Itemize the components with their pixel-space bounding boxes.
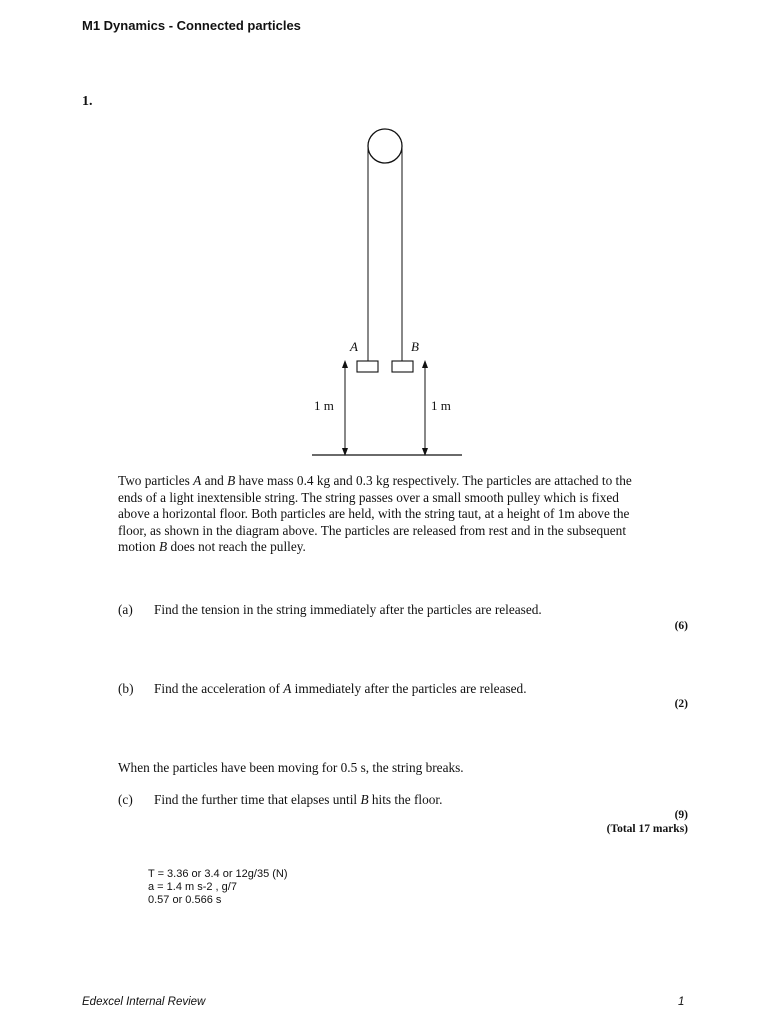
arrowhead-up-right — [422, 360, 428, 368]
pulley-diagram — [300, 118, 470, 463]
page-number: 1 — [678, 996, 685, 1008]
question-part-b: (b) Find the acceleration of A immediately after the particles are released. — [118, 681, 527, 696]
answer-a: T = 3.36 or 3.4 or 12g/35 (N) — [148, 868, 288, 880]
question-number: 1. — [82, 94, 93, 109]
question-intro: Two particles A and B have mass 0.4 kg and 0.3 kg respectively. The particles are attached to the ends of a light inextensible string. The string passes over a small smooth pulley which is fixed above a horizontal floor. Both particles are held, with the string taut, at a height of 1m above the floor, as shown in the diagram above. The particles are released from rest and in the subsequent motion B does not reach the pulley. — [118, 473, 632, 555]
document-header: M1 Dynamics - Connected particles — [82, 18, 301, 33]
question-part-a: (a) Find the tension in the string immediately after the particles are released. — [118, 602, 542, 617]
pulley — [368, 129, 402, 163]
total-marks: (Total 17 marks) — [606, 823, 688, 835]
answers-block — [148, 868, 288, 907]
question-part-c: (c) Find the further time that elapses until B hits the floor. — [118, 792, 443, 807]
label-a: A — [350, 339, 358, 354]
particle-b — [392, 361, 413, 372]
break-statement: When the particles have been moving for 0.5 s, the string breaks. — [118, 760, 464, 775]
marks-part-a: (6) — [674, 620, 688, 632]
label-b: B — [411, 339, 419, 354]
answer-b: a = 1.4 m s-2 , g/7 — [148, 881, 237, 893]
height-label-right: 1 m — [431, 398, 451, 413]
height-label-left: 1 m — [314, 398, 334, 413]
answer-c: 0.57 or 0.566 s — [148, 894, 222, 906]
particle-a — [357, 361, 378, 372]
marks-part-b: (2) — [674, 698, 688, 710]
arrowhead-up-left — [342, 360, 348, 368]
marks-part-c: (9) — [674, 809, 688, 821]
footer-source: Edexcel Internal Review — [82, 996, 206, 1008]
